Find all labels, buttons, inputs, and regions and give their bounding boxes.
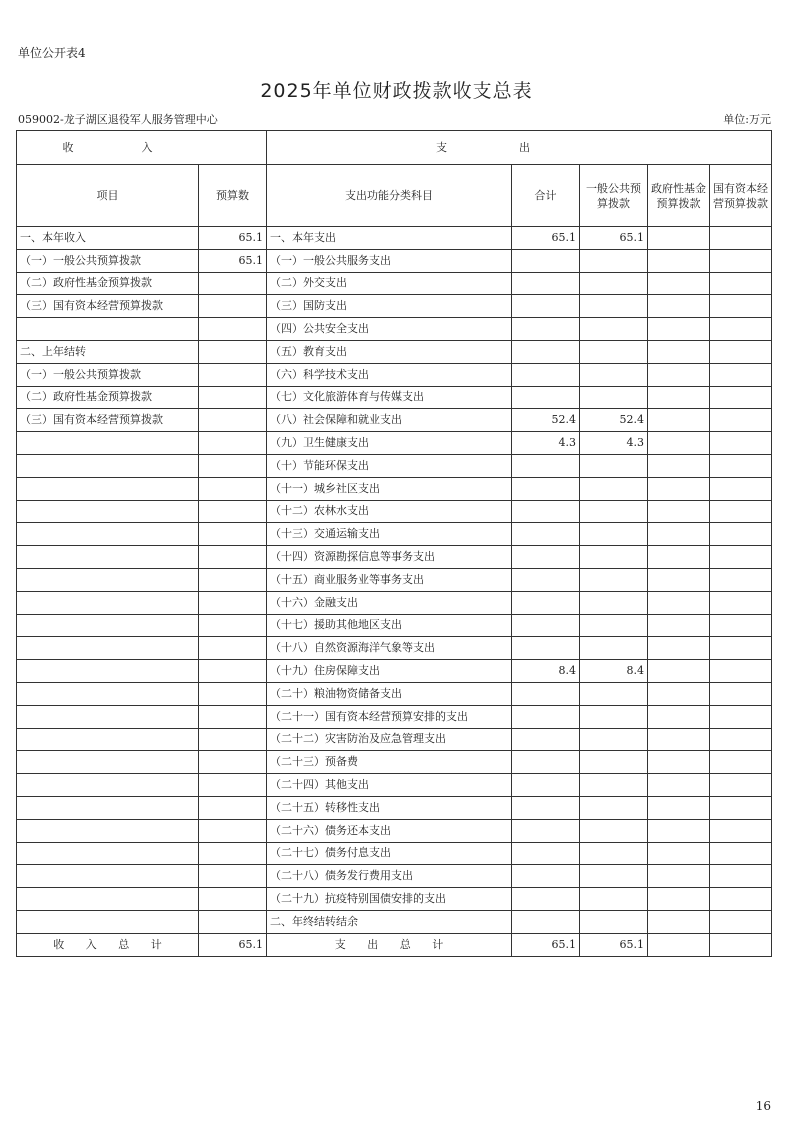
income-item-cell xyxy=(17,865,199,888)
state-capital-cell xyxy=(710,500,772,523)
budget-cell xyxy=(199,728,267,751)
table-row xyxy=(17,728,772,751)
gov-fund-cell xyxy=(648,865,710,888)
header-item: 项目 xyxy=(17,165,199,227)
income-item-cell: （三）国有资本经营预算拨款 xyxy=(17,409,199,432)
state-capital-cell xyxy=(710,340,772,363)
general-budget-cell xyxy=(580,546,648,569)
income-item-cell: （一）一般公共预算拨款 xyxy=(17,363,199,386)
income-item-cell xyxy=(17,454,199,477)
function-category-cell: （二）外交支出 xyxy=(267,272,512,295)
total-cell xyxy=(512,682,580,705)
table-row xyxy=(17,272,772,295)
unit-label: 单位:万元 xyxy=(723,113,771,126)
state-capital-cell xyxy=(710,295,772,318)
budget-cell xyxy=(199,272,267,295)
income-item-cell xyxy=(17,705,199,728)
income-item-cell xyxy=(17,591,199,614)
table-row xyxy=(17,819,772,842)
header-budget: 预算数 xyxy=(199,165,267,227)
state-capital-cell xyxy=(710,660,772,683)
gov-fund-cell xyxy=(648,682,710,705)
general-budget-cell xyxy=(580,591,648,614)
budget-cell xyxy=(199,842,267,865)
gov-fund-cell xyxy=(648,819,710,842)
general-budget-cell xyxy=(580,728,648,751)
expense-total-value: 65.1 xyxy=(512,933,580,956)
budget-cell xyxy=(199,751,267,774)
gov-fund-cell xyxy=(648,432,710,455)
state-capital-cell xyxy=(710,774,772,797)
state-capital-cell xyxy=(710,477,772,500)
general-budget-cell: 52.4 xyxy=(580,409,648,432)
function-category-cell: （一）一般公共服务支出 xyxy=(267,249,512,272)
general-budget-cell xyxy=(580,819,648,842)
state-capital-cell xyxy=(710,409,772,432)
gov-fund-cell xyxy=(648,751,710,774)
function-category-cell: （七）文化旅游体育与传媒支出 xyxy=(267,386,512,409)
gov-fund-cell xyxy=(648,888,710,911)
total-cell xyxy=(512,295,580,318)
expense-section-header: 支出 xyxy=(267,131,772,165)
function-category-cell: （二十八）债务发行费用支出 xyxy=(267,865,512,888)
budget-cell xyxy=(199,660,267,683)
total-cell: 65.1 xyxy=(512,227,580,250)
document-label: 单位公开表4 xyxy=(18,46,86,60)
state-capital-cell xyxy=(710,318,772,341)
state-capital-cell xyxy=(710,591,772,614)
function-category-cell: （二十四）其他支出 xyxy=(267,774,512,797)
function-category-cell: （二十五）转移性支出 xyxy=(267,796,512,819)
state-capital-cell xyxy=(710,614,772,637)
total-cell xyxy=(512,454,580,477)
function-category-cell: （四）公共安全支出 xyxy=(267,318,512,341)
table-row xyxy=(17,682,772,705)
state-capital-cell xyxy=(710,546,772,569)
income-item-cell xyxy=(17,318,199,341)
budget-cell xyxy=(199,432,267,455)
general-budget-cell xyxy=(580,295,648,318)
function-category-cell: （十七）援助其他地区支出 xyxy=(267,614,512,637)
income-item-cell: （三）国有资本经营预算拨款 xyxy=(17,295,199,318)
table-row xyxy=(17,432,772,455)
income-item-cell: （一）一般公共预算拨款 xyxy=(17,249,199,272)
function-category-cell: （九）卫生健康支出 xyxy=(267,432,512,455)
function-category-cell: 二、年终结转结余 xyxy=(267,910,512,933)
budget-cell xyxy=(199,318,267,341)
function-category-cell: 一、本年支出 xyxy=(267,227,512,250)
general-budget-cell xyxy=(580,751,648,774)
table-row xyxy=(17,500,772,523)
table-row xyxy=(17,363,772,386)
state-capital-cell xyxy=(710,432,772,455)
budget-cell xyxy=(199,910,267,933)
budget-cell xyxy=(199,637,267,660)
total-cell xyxy=(512,386,580,409)
table-row xyxy=(17,614,772,637)
budget-cell xyxy=(199,705,267,728)
general-budget-cell xyxy=(580,568,648,591)
general-budget-cell xyxy=(580,340,648,363)
table-row xyxy=(17,318,772,341)
budget-cell xyxy=(199,409,267,432)
general-budget-total: 65.1 xyxy=(580,933,648,956)
budget-cell: 65.1 xyxy=(199,249,267,272)
gov-fund-cell xyxy=(648,774,710,797)
state-capital-cell xyxy=(710,888,772,911)
state-capital-cell xyxy=(710,751,772,774)
table-row xyxy=(17,751,772,774)
total-cell xyxy=(512,546,580,569)
function-category-cell: （八）社会保障和就业支出 xyxy=(267,409,512,432)
gov-fund-cell xyxy=(648,340,710,363)
income-item-cell xyxy=(17,728,199,751)
function-category-cell: （十三）交通运输支出 xyxy=(267,523,512,546)
gov-fund-cell xyxy=(648,295,710,318)
state-capital-cell xyxy=(710,819,772,842)
function-category-cell: （二十）粮油物资储备支出 xyxy=(267,682,512,705)
gov-fund-cell xyxy=(648,842,710,865)
budget-cell xyxy=(199,682,267,705)
totals-row xyxy=(17,933,772,956)
income-item-cell xyxy=(17,910,199,933)
state-capital-cell xyxy=(710,523,772,546)
table-row xyxy=(17,591,772,614)
general-budget-cell xyxy=(580,865,648,888)
function-category-cell: （十八）自然资源海洋气象等支出 xyxy=(267,637,512,660)
income-item-cell: （二）政府性基金预算拨款 xyxy=(17,272,199,295)
gov-fund-cell xyxy=(648,363,710,386)
budget-cell xyxy=(199,295,267,318)
general-budget-cell xyxy=(580,910,648,933)
general-budget-cell xyxy=(580,888,648,911)
general-budget-cell xyxy=(580,637,648,660)
header-gov-fund: 政府性基金预算拨款 xyxy=(648,165,710,227)
table-row xyxy=(17,637,772,660)
total-cell xyxy=(512,705,580,728)
total-cell xyxy=(512,591,580,614)
function-category-cell: （二十三）预备费 xyxy=(267,751,512,774)
table-row xyxy=(17,568,772,591)
function-category-cell: （十四）资源勘探信息等事务支出 xyxy=(267,546,512,569)
table-row xyxy=(17,888,772,911)
state-capital-cell xyxy=(710,272,772,295)
budget-cell xyxy=(199,363,267,386)
total-cell xyxy=(512,796,580,819)
gov-fund-total xyxy=(648,933,710,956)
total-cell xyxy=(512,340,580,363)
income-item-cell: 二、上年结转 xyxy=(17,340,199,363)
total-cell xyxy=(512,477,580,500)
function-category-cell: （六）科学技术支出 xyxy=(267,363,512,386)
general-budget-cell xyxy=(580,682,648,705)
gov-fund-cell xyxy=(648,386,710,409)
total-cell xyxy=(512,523,580,546)
gov-fund-cell xyxy=(648,454,710,477)
gov-fund-cell xyxy=(648,477,710,500)
state-capital-cell xyxy=(710,682,772,705)
table-row xyxy=(17,295,772,318)
table-row xyxy=(17,546,772,569)
budget-cell xyxy=(199,340,267,363)
total-cell xyxy=(512,614,580,637)
budget-cell xyxy=(199,819,267,842)
gov-fund-cell xyxy=(648,591,710,614)
income-item-cell xyxy=(17,546,199,569)
gov-fund-cell xyxy=(648,705,710,728)
function-category-cell: （十）节能环保支出 xyxy=(267,454,512,477)
income-section-header: 收入 xyxy=(17,131,267,165)
general-budget-cell xyxy=(580,842,648,865)
gov-fund-cell xyxy=(648,227,710,250)
total-cell xyxy=(512,637,580,660)
state-capital-cell xyxy=(710,637,772,660)
budget-cell: 65.1 xyxy=(199,227,267,250)
income-item-cell xyxy=(17,774,199,797)
general-budget-cell xyxy=(580,523,648,546)
budget-table xyxy=(16,130,772,957)
budget-cell xyxy=(199,614,267,637)
total-cell: 4.3 xyxy=(512,432,580,455)
table-row xyxy=(17,705,772,728)
gov-fund-cell xyxy=(648,546,710,569)
total-cell xyxy=(512,318,580,341)
total-cell xyxy=(512,819,580,842)
budget-cell xyxy=(199,796,267,819)
expense-total-label: 支 出 总 计 xyxy=(267,933,512,956)
income-item-cell xyxy=(17,568,199,591)
gov-fund-cell xyxy=(648,500,710,523)
general-budget-cell xyxy=(580,705,648,728)
income-item-cell xyxy=(17,819,199,842)
budget-cell xyxy=(199,546,267,569)
table-row xyxy=(17,842,772,865)
table-row xyxy=(17,774,772,797)
total-cell xyxy=(512,910,580,933)
general-budget-cell xyxy=(580,318,648,341)
total-cell: 8.4 xyxy=(512,660,580,683)
gov-fund-cell xyxy=(648,728,710,751)
income-item-cell xyxy=(17,432,199,455)
gov-fund-cell xyxy=(648,614,710,637)
header-general-budget: 一般公共预算拨款 xyxy=(580,165,648,227)
income-item-cell: （二）政府性基金预算拨款 xyxy=(17,386,199,409)
function-category-cell: （十一）城乡社区支出 xyxy=(267,477,512,500)
table-row xyxy=(17,523,772,546)
state-capital-cell xyxy=(710,363,772,386)
budget-cell xyxy=(199,477,267,500)
state-capital-cell xyxy=(710,568,772,591)
total-cell xyxy=(512,888,580,911)
function-category-cell: （五）教育支出 xyxy=(267,340,512,363)
gov-fund-cell xyxy=(648,637,710,660)
general-budget-cell xyxy=(580,363,648,386)
general-budget-cell xyxy=(580,614,648,637)
table-row xyxy=(17,340,772,363)
gov-fund-cell xyxy=(648,272,710,295)
gov-fund-cell xyxy=(648,796,710,819)
table-row xyxy=(17,249,772,272)
general-budget-cell xyxy=(580,272,648,295)
income-item-cell xyxy=(17,477,199,500)
function-category-cell: （三）国防支出 xyxy=(267,295,512,318)
budget-cell xyxy=(199,774,267,797)
income-item-cell xyxy=(17,888,199,911)
page-number: 16 xyxy=(755,1099,771,1113)
state-capital-total xyxy=(710,933,772,956)
income-item-cell xyxy=(17,500,199,523)
state-capital-cell xyxy=(710,454,772,477)
gov-fund-cell xyxy=(648,409,710,432)
total-cell xyxy=(512,500,580,523)
income-item-cell xyxy=(17,637,199,660)
gov-fund-cell xyxy=(648,318,710,341)
gov-fund-cell xyxy=(648,249,710,272)
income-item-cell xyxy=(17,614,199,637)
table-row xyxy=(17,865,772,888)
general-budget-cell: 65.1 xyxy=(580,227,648,250)
gov-fund-cell xyxy=(648,910,710,933)
general-budget-cell xyxy=(580,249,648,272)
total-cell xyxy=(512,249,580,272)
function-category-cell: （二十六）债务还本支出 xyxy=(267,819,512,842)
header-state-capital: 国有资本经营预算拨款 xyxy=(710,165,772,227)
income-item-cell xyxy=(17,842,199,865)
budget-cell xyxy=(199,386,267,409)
budget-cell xyxy=(199,568,267,591)
table-row xyxy=(17,910,772,933)
header-function-category: 支出功能分类科目 xyxy=(267,165,512,227)
state-capital-cell xyxy=(710,865,772,888)
table-row xyxy=(17,477,772,500)
function-category-cell: （二十一）国有资本经营预算安排的支出 xyxy=(267,705,512,728)
function-category-cell: （十五）商业服务业等事务支出 xyxy=(267,568,512,591)
general-budget-cell: 8.4 xyxy=(580,660,648,683)
state-capital-cell xyxy=(710,705,772,728)
income-item-cell: 一、本年收入 xyxy=(17,227,199,250)
income-item-cell xyxy=(17,751,199,774)
total-cell: 52.4 xyxy=(512,409,580,432)
total-cell xyxy=(512,568,580,591)
total-cell xyxy=(512,774,580,797)
income-total-label: 收 入 总 计 xyxy=(17,933,199,956)
state-capital-cell xyxy=(710,728,772,751)
income-item-cell xyxy=(17,523,199,546)
general-budget-cell xyxy=(580,386,648,409)
function-category-cell: （二十二）灾害防治及应急管理支出 xyxy=(267,728,512,751)
gov-fund-cell xyxy=(648,523,710,546)
total-cell xyxy=(512,865,580,888)
table-row xyxy=(17,796,772,819)
state-capital-cell xyxy=(710,910,772,933)
total-cell xyxy=(512,842,580,865)
table-row xyxy=(17,227,772,250)
function-category-cell: （十六）金融支出 xyxy=(267,591,512,614)
budget-cell xyxy=(199,865,267,888)
general-budget-cell: 4.3 xyxy=(580,432,648,455)
budget-cell xyxy=(199,523,267,546)
general-budget-cell xyxy=(580,796,648,819)
function-category-cell: （二十九）抗疫特别国债安排的支出 xyxy=(267,888,512,911)
organization-name: 059002-龙子湖区退役军人服务管理中心 xyxy=(18,113,218,126)
header-total: 合计 xyxy=(512,165,580,227)
general-budget-cell xyxy=(580,774,648,797)
total-cell xyxy=(512,728,580,751)
income-total-value: 65.1 xyxy=(199,933,267,956)
total-cell xyxy=(512,272,580,295)
function-category-cell: （二十七）债务付息支出 xyxy=(267,842,512,865)
income-item-cell xyxy=(17,796,199,819)
general-budget-cell xyxy=(580,454,648,477)
total-cell xyxy=(512,751,580,774)
section-header-row xyxy=(17,131,772,165)
general-budget-cell xyxy=(580,477,648,500)
function-category-cell: （十九）住房保障支出 xyxy=(267,660,512,683)
state-capital-cell xyxy=(710,842,772,865)
budget-cell xyxy=(199,500,267,523)
gov-fund-cell xyxy=(648,568,710,591)
general-budget-cell xyxy=(580,500,648,523)
table-row xyxy=(17,409,772,432)
table-row xyxy=(17,660,772,683)
income-item-cell xyxy=(17,682,199,705)
state-capital-cell xyxy=(710,249,772,272)
page-title: 2025年单位财政拨款收支总表 xyxy=(260,80,533,102)
income-item-cell xyxy=(17,660,199,683)
column-header-row xyxy=(17,165,772,227)
function-category-cell: （十二）农林水支出 xyxy=(267,500,512,523)
budget-cell xyxy=(199,888,267,911)
state-capital-cell xyxy=(710,796,772,819)
table-row xyxy=(17,386,772,409)
budget-cell xyxy=(199,591,267,614)
table-row xyxy=(17,454,772,477)
state-capital-cell xyxy=(710,227,772,250)
state-capital-cell xyxy=(710,386,772,409)
total-cell xyxy=(512,363,580,386)
gov-fund-cell xyxy=(648,660,710,683)
budget-cell xyxy=(199,454,267,477)
